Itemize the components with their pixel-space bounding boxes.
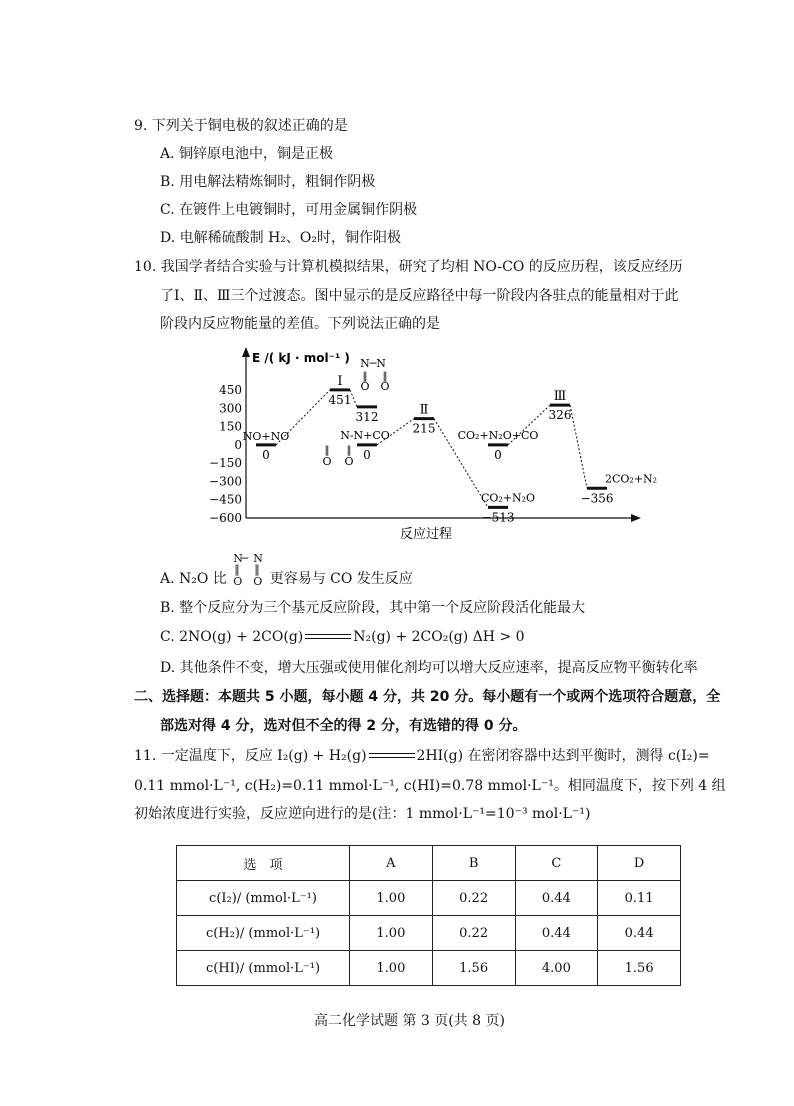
oxygen-label: O — [344, 454, 354, 468]
table-cell: 1.00 — [350, 881, 433, 916]
table-header-cell: D — [598, 846, 681, 881]
q9-option-c: C. 在镀件上电镀铜时，可用金属铜作阴极 — [160, 202, 418, 218]
q9-stem: 9. 下列关于铜电极的叙述正确的是 — [134, 118, 348, 134]
section2-line2: 部选对得 4 分，选对但不全的得 2 分，有选错的得 0 分。 — [160, 718, 527, 734]
energy-value-label: 0 — [494, 447, 502, 462]
table-header-cell: C — [515, 846, 598, 881]
q10-option-c-right: N₂(g) + 2CO₂(g) ΔH > 0 — [353, 629, 525, 645]
table-cell: 0.44 — [598, 916, 681, 951]
q11-stem-line3: 初始浓度进行实验，反应逆向进行的是(注：1 mmol·L⁻¹=10⁻³ mol·L⁻¹) — [134, 806, 591, 822]
n-n-label: N─N — [360, 356, 386, 370]
oxygen-label: O — [322, 454, 332, 468]
dashed-connector — [570, 405, 587, 488]
y-axis-label: E /( kJ · mol⁻¹ ) — [252, 351, 350, 365]
x-axis-label: 反应过程 — [400, 527, 453, 542]
q10-option-a — [160, 552, 413, 588]
double-bond-mark: ‖ — [346, 444, 352, 456]
q10-option-a-prefix: A. N₂O 比 — [160, 571, 227, 587]
energy-value-label: 215 — [412, 421, 436, 436]
energy-value-label: 326 — [548, 408, 572, 423]
y-axis-arrow — [242, 347, 250, 357]
table-cell: 1.56 — [432, 951, 515, 986]
q10-stem-line2: 了Ⅰ、Ⅱ、Ⅲ三个过渡态。图中显示的是反应路径中每一阶段内各驻点的能量相对于此 — [160, 288, 679, 304]
q11-stem-right: 2HI(g) 在密闭容器中达到平衡时，测得 c(I₂)= — [416, 748, 710, 764]
species-label: CO₂+N₂O+CO — [457, 428, 539, 442]
q9-option-d: D. 电解稀硫酸制 H₂、O₂时，铜作阳极 — [160, 230, 401, 246]
y-tick-label: −150 — [209, 456, 242, 471]
q9-option-b: B. 用电解法精炼铜时，粗铜作阴极 — [160, 174, 376, 190]
table-header-row — [177, 846, 681, 881]
q10-option-c — [160, 628, 525, 646]
x-axis-arrow — [631, 514, 641, 522]
transition-state-label: Ⅰ — [337, 373, 343, 389]
energy-value-label: 0 — [262, 447, 270, 462]
q10-option-a-suffix: 更容易与 CO 发生反应 — [269, 571, 413, 587]
energy-diagram — [200, 345, 660, 550]
oxygen-label: O — [380, 379, 390, 393]
table-cell: 0.22 — [432, 881, 515, 916]
q10-stem-line3: 阶段内反应物能量的差值。下列说法正确的是 — [160, 316, 440, 332]
q10-option-b: B. 整个反应分为三个基元反应阶段，其中第一个反应阶段活化能最大 — [160, 600, 586, 616]
q10-stem-line1: 10. 我国学者结合实验与计算机模拟结果，研究了均相 NO-CO 的反应历程，该反应经历 — [134, 259, 683, 275]
table-cell: 1.00 — [350, 916, 433, 951]
struct-n1: N — [233, 552, 243, 565]
table-cell: 0.11 — [598, 881, 681, 916]
transition-state-label: Ⅲ — [553, 389, 567, 405]
q11-equilibrium-arrow — [369, 751, 415, 761]
table-cell: 1.00 — [350, 951, 433, 986]
species-label: N-N+CO — [340, 428, 390, 442]
energy-value-label: −356 — [580, 491, 614, 506]
table-cell: 0.44 — [515, 881, 598, 916]
struct-o2: O — [253, 575, 263, 588]
y-tick-label: −600 — [209, 511, 242, 525]
table-header-cell: B — [432, 846, 515, 881]
table-cell: c(I₂)/ (mmol·L⁻¹) — [177, 881, 350, 916]
table-cell: 4.00 — [515, 951, 598, 986]
table-cell: 1.56 — [598, 951, 681, 986]
y-tick-label: 450 — [219, 383, 242, 397]
q11-stem-left: 11. 一定温度下，反应 I₂(g) + H₂(g) — [134, 748, 367, 764]
struct-dash: ─ — [241, 552, 248, 565]
table-row — [177, 951, 681, 986]
oxygen-label: O — [360, 379, 370, 393]
y-tick-label: −450 — [209, 492, 242, 507]
struct-double-bond-1: ‖ — [234, 563, 240, 576]
struct-n2: N — [253, 552, 263, 565]
table-cell: c(HI)/ (mmol·L⁻¹) — [177, 951, 350, 986]
table-header-cell: 选 项 — [177, 846, 350, 881]
concentration-table — [176, 845, 681, 986]
double-bond-mark: ‖ — [362, 370, 368, 382]
q11-stem-line1 — [134, 747, 710, 765]
y-tick-label: 150 — [219, 419, 242, 434]
double-bond-mark: ‖ — [382, 370, 388, 382]
energy-value-label: −513 — [481, 510, 515, 525]
page-footer: 高二化学试题 第 3 页(共 8 页) — [314, 1013, 505, 1029]
double-bond-mark: ‖ — [324, 444, 330, 456]
y-tick-label: 0 — [234, 437, 242, 452]
energy-value-label: 451 — [328, 392, 352, 407]
table-cell: c(H₂)/ (mmol·L⁻¹) — [177, 916, 350, 951]
table-cell: 0.22 — [432, 916, 515, 951]
energy-value-label: 0 — [363, 447, 371, 462]
species-label: CO₂+N₂O — [480, 491, 536, 505]
species-label: NO+NO — [242, 429, 290, 443]
q10-option-c-left: C. 2NO(g) + 2CO(g) — [160, 629, 304, 645]
y-tick-label: 300 — [219, 401, 242, 416]
q9-option-a: A. 铜锌原电池中，铜是正极 — [160, 146, 334, 162]
y-tick-label: −300 — [209, 474, 242, 489]
species-label: 2CO₂+N₂ — [605, 472, 658, 486]
table-cell: 0.44 — [515, 916, 598, 951]
table-row — [177, 881, 681, 916]
n2o2-structure — [231, 552, 265, 588]
table-row — [177, 916, 681, 951]
equilibrium-arrow — [305, 632, 351, 642]
energy-value-label: 312 — [355, 409, 379, 424]
q10-option-d: D. 其他条件不变，增大压强或使用催化剂均可以增大反应速率，提高反应物平衡转化率 — [160, 660, 698, 676]
struct-o1: O — [233, 575, 243, 588]
section2-line1: 二、选择题：本题共 5 小题，每小题 4 分，共 20 分。每小题有一个或两个选项符合题意，全 — [134, 689, 721, 705]
struct-double-bond-2: ‖ — [254, 563, 260, 576]
table-header-cell: A — [350, 846, 433, 881]
q11-stem-line2: 0.11 mmol·L⁻¹, c(H₂)=0.11 mmol·L⁻¹, c(HI)=0.78 mmol·L⁻¹。相同温度下，按下列 4 组 — [134, 778, 726, 794]
transition-state-label: Ⅱ — [419, 402, 429, 418]
